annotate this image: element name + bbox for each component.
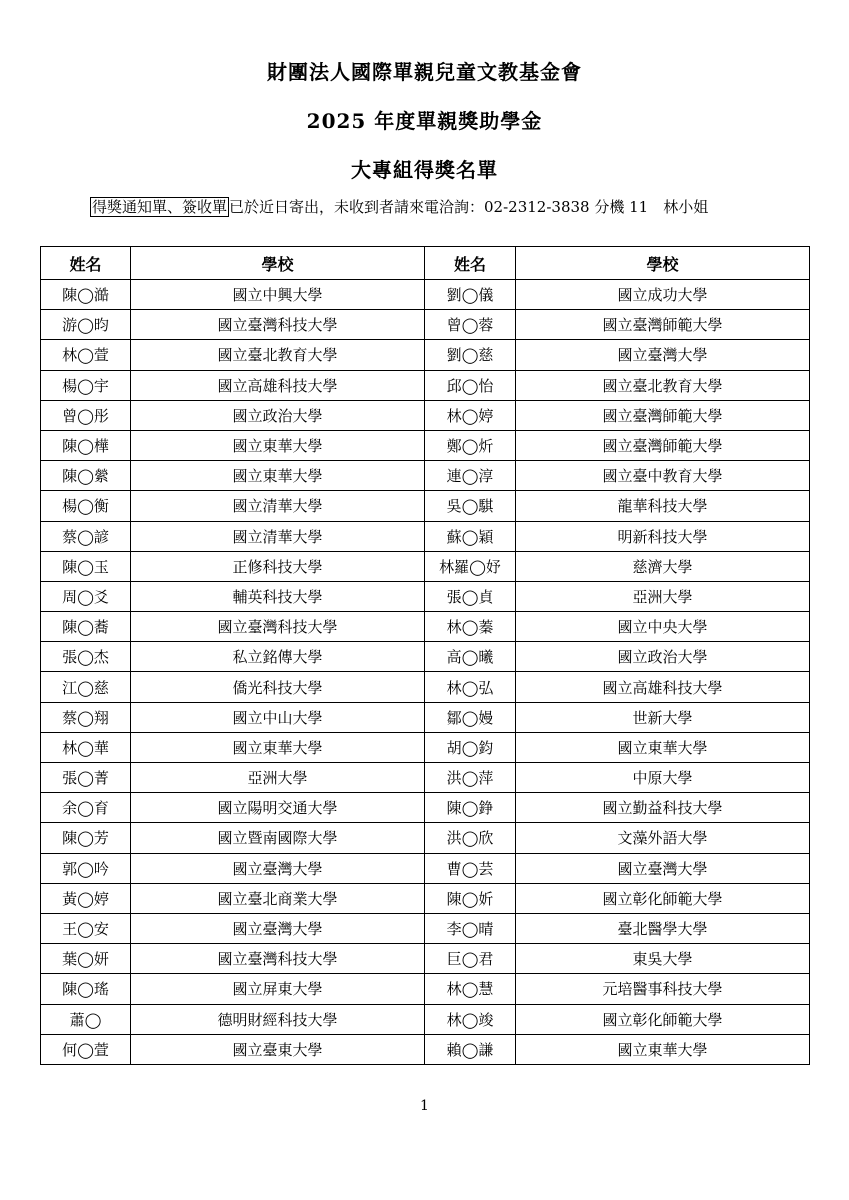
student-name: 林◯慧 — [425, 974, 516, 1004]
school-name: 國立臺灣師範大學 — [516, 400, 810, 430]
school-name: 國立中興大學 — [131, 280, 425, 310]
student-name: 林◯弘 — [425, 672, 516, 702]
school-name: 德明財經科技大學 — [131, 1004, 425, 1034]
school-name: 國立臺中教育大學 — [516, 461, 810, 491]
school-name: 臺北醫學大學 — [516, 913, 810, 943]
student-name: 陳◯妡 — [425, 883, 516, 913]
school-name: 國立陽明交通大學 — [131, 793, 425, 823]
table-row — [41, 310, 810, 340]
school-name: 亞洲大學 — [131, 763, 425, 793]
school-name: 國立中山大學 — [131, 702, 425, 732]
student-name: 王◯安 — [41, 913, 131, 943]
student-name: 張◯貞 — [425, 581, 516, 611]
school-name: 國立臺東大學 — [131, 1034, 425, 1064]
student-name: 蕭◯ — [41, 1004, 131, 1034]
student-name: 江◯慈 — [41, 672, 131, 702]
table-row — [41, 461, 810, 491]
school-name: 國立中央大學 — [516, 612, 810, 642]
school-name: 國立臺灣科技大學 — [131, 612, 425, 642]
table-row — [41, 430, 810, 460]
student-name: 邱◯怡 — [425, 370, 516, 400]
school-name: 國立東華大學 — [516, 732, 810, 762]
table-row — [41, 612, 810, 642]
student-name: 陳◯蕎 — [41, 612, 131, 642]
school-name: 明新科技大學 — [516, 521, 810, 551]
student-name: 楊◯宇 — [41, 370, 131, 400]
school-name: 國立臺北教育大學 — [131, 340, 425, 370]
student-name: 林羅◯妤 — [425, 551, 516, 581]
school-name: 國立臺灣大學 — [516, 853, 810, 883]
student-name: 洪◯欣 — [425, 823, 516, 853]
student-name: 洪◯萍 — [425, 763, 516, 793]
student-name: 何◯萱 — [41, 1034, 131, 1064]
student-name: 鄭◯炘 — [425, 430, 516, 460]
student-name: 蔡◯諺 — [41, 521, 131, 551]
notice-line — [90, 196, 708, 217]
student-name: 陳◯縈 — [41, 461, 131, 491]
school-name: 亞洲大學 — [516, 581, 810, 611]
school-name: 國立高雄科技大學 — [516, 672, 810, 702]
student-name: 曾◯彤 — [41, 400, 131, 430]
header-school-left: 學校 — [131, 247, 425, 280]
table-row — [41, 823, 810, 853]
student-name: 林◯萱 — [41, 340, 131, 370]
school-name: 國立清華大學 — [131, 521, 425, 551]
student-name: 張◯菁 — [41, 763, 131, 793]
program-title: 2025 年度單親獎助學金 — [306, 109, 543, 133]
table-row — [41, 340, 810, 370]
student-name: 林◯竣 — [425, 1004, 516, 1034]
list-title: 大專組得獎名單 — [351, 158, 498, 182]
student-name: 林◯蓁 — [425, 612, 516, 642]
notice-boxed-text: 得獎通知單、簽收單 — [92, 198, 228, 216]
student-name: 陳◯玉 — [41, 551, 131, 581]
school-name: 輔英科技大學 — [131, 581, 425, 611]
table-row — [41, 883, 810, 913]
page-number: 1 — [420, 1098, 429, 1114]
school-name: 國立東華大學 — [131, 461, 425, 491]
table-row — [41, 944, 810, 974]
student-name: 劉◯慈 — [425, 340, 516, 370]
school-name: 國立清華大學 — [131, 491, 425, 521]
table-row — [41, 491, 810, 521]
school-name: 國立東華大學 — [131, 732, 425, 762]
school-name: 國立臺灣科技大學 — [131, 944, 425, 974]
school-name: 東吳大學 — [516, 944, 810, 974]
school-name: 國立暨南國際大學 — [131, 823, 425, 853]
student-name: 楊◯衡 — [41, 491, 131, 521]
school-name: 國立臺灣大學 — [131, 853, 425, 883]
student-name: 吳◯騏 — [425, 491, 516, 521]
school-name: 國立屏東大學 — [131, 974, 425, 1004]
student-name: 連◯淳 — [425, 461, 516, 491]
table-row — [41, 853, 810, 883]
table-row — [41, 280, 810, 310]
school-name: 國立臺灣師範大學 — [516, 310, 810, 340]
header-school-right: 學校 — [516, 247, 810, 280]
table-row — [41, 581, 810, 611]
student-name: 黃◯婷 — [41, 883, 131, 913]
student-name: 林◯華 — [41, 732, 131, 762]
school-name: 國立臺灣大學 — [516, 340, 810, 370]
student-name: 李◯晴 — [425, 913, 516, 943]
header-name-right: 姓名 — [425, 247, 516, 280]
student-name: 陳◯錚 — [425, 793, 516, 823]
school-name: 僑光科技大學 — [131, 672, 425, 702]
student-name: 游◯昀 — [41, 310, 131, 340]
table-body — [41, 280, 810, 1065]
table-row — [41, 974, 810, 1004]
school-name: 國立成功大學 — [516, 280, 810, 310]
table-row — [41, 763, 810, 793]
table-row — [41, 521, 810, 551]
student-name: 曾◯蓉 — [425, 310, 516, 340]
student-name: 陳◯芳 — [41, 823, 131, 853]
student-name: 陳◯樺 — [41, 430, 131, 460]
school-name: 國立臺北商業大學 — [131, 883, 425, 913]
school-name: 國立彰化師範大學 — [516, 883, 810, 913]
student-name: 張◯杰 — [41, 642, 131, 672]
table-row — [41, 702, 810, 732]
school-name: 國立臺北教育大學 — [516, 370, 810, 400]
school-name: 文藻外語大學 — [516, 823, 810, 853]
student-name: 高◯曦 — [425, 642, 516, 672]
student-name: 蔡◯翔 — [41, 702, 131, 732]
school-name: 國立臺灣科技大學 — [131, 310, 425, 340]
school-name: 國立臺灣師範大學 — [516, 430, 810, 460]
student-name: 陳◯澔 — [41, 280, 131, 310]
student-name: 葉◯妍 — [41, 944, 131, 974]
school-name: 正修科技大學 — [131, 551, 425, 581]
table-row — [41, 732, 810, 762]
school-name: 元培醫事科技大學 — [516, 974, 810, 1004]
student-name: 余◯育 — [41, 793, 131, 823]
table-row — [41, 551, 810, 581]
header-name-left: 姓名 — [41, 247, 131, 280]
table-row — [41, 642, 810, 672]
table-row — [41, 370, 810, 400]
school-name: 國立東華大學 — [516, 1034, 810, 1064]
school-name: 龍華科技大學 — [516, 491, 810, 521]
school-name: 慈濟大學 — [516, 551, 810, 581]
table-row — [41, 1034, 810, 1064]
student-name: 陳◯瑤 — [41, 974, 131, 1004]
notice-text: 已於近日寄出，未收到者請來電洽詢：02-2312-3838 分機 11 林小姐 — [229, 198, 709, 216]
student-name: 鄒◯嫚 — [425, 702, 516, 732]
table-row — [41, 793, 810, 823]
student-name: 劉◯儀 — [425, 280, 516, 310]
school-name: 國立東華大學 — [131, 430, 425, 460]
student-name: 林◯婷 — [425, 400, 516, 430]
student-name: 蘇◯穎 — [425, 521, 516, 551]
table-row — [41, 913, 810, 943]
school-name: 世新大學 — [516, 702, 810, 732]
school-name: 國立高雄科技大學 — [131, 370, 425, 400]
school-name: 國立勤益科技大學 — [516, 793, 810, 823]
table-row — [41, 1004, 810, 1034]
student-name: 巨◯君 — [425, 944, 516, 974]
school-name: 中原大學 — [516, 763, 810, 793]
student-name: 賴◯謙 — [425, 1034, 516, 1064]
organization-title: 財團法人國際單親兒童文教基金會 — [267, 60, 582, 84]
student-name: 胡◯鈞 — [425, 732, 516, 762]
student-name: 周◯爻 — [41, 581, 131, 611]
school-name: 國立臺灣大學 — [131, 913, 425, 943]
school-name: 國立政治大學 — [131, 400, 425, 430]
table-row — [41, 400, 810, 430]
table-row — [41, 672, 810, 702]
awards-table — [40, 246, 810, 1065]
school-name: 國立政治大學 — [516, 642, 810, 672]
student-name: 曹◯芸 — [425, 853, 516, 883]
school-name: 國立彰化師範大學 — [516, 1004, 810, 1034]
school-name: 私立銘傳大學 — [131, 642, 425, 672]
student-name: 郭◯吟 — [41, 853, 131, 883]
table-header-row — [41, 247, 810, 280]
